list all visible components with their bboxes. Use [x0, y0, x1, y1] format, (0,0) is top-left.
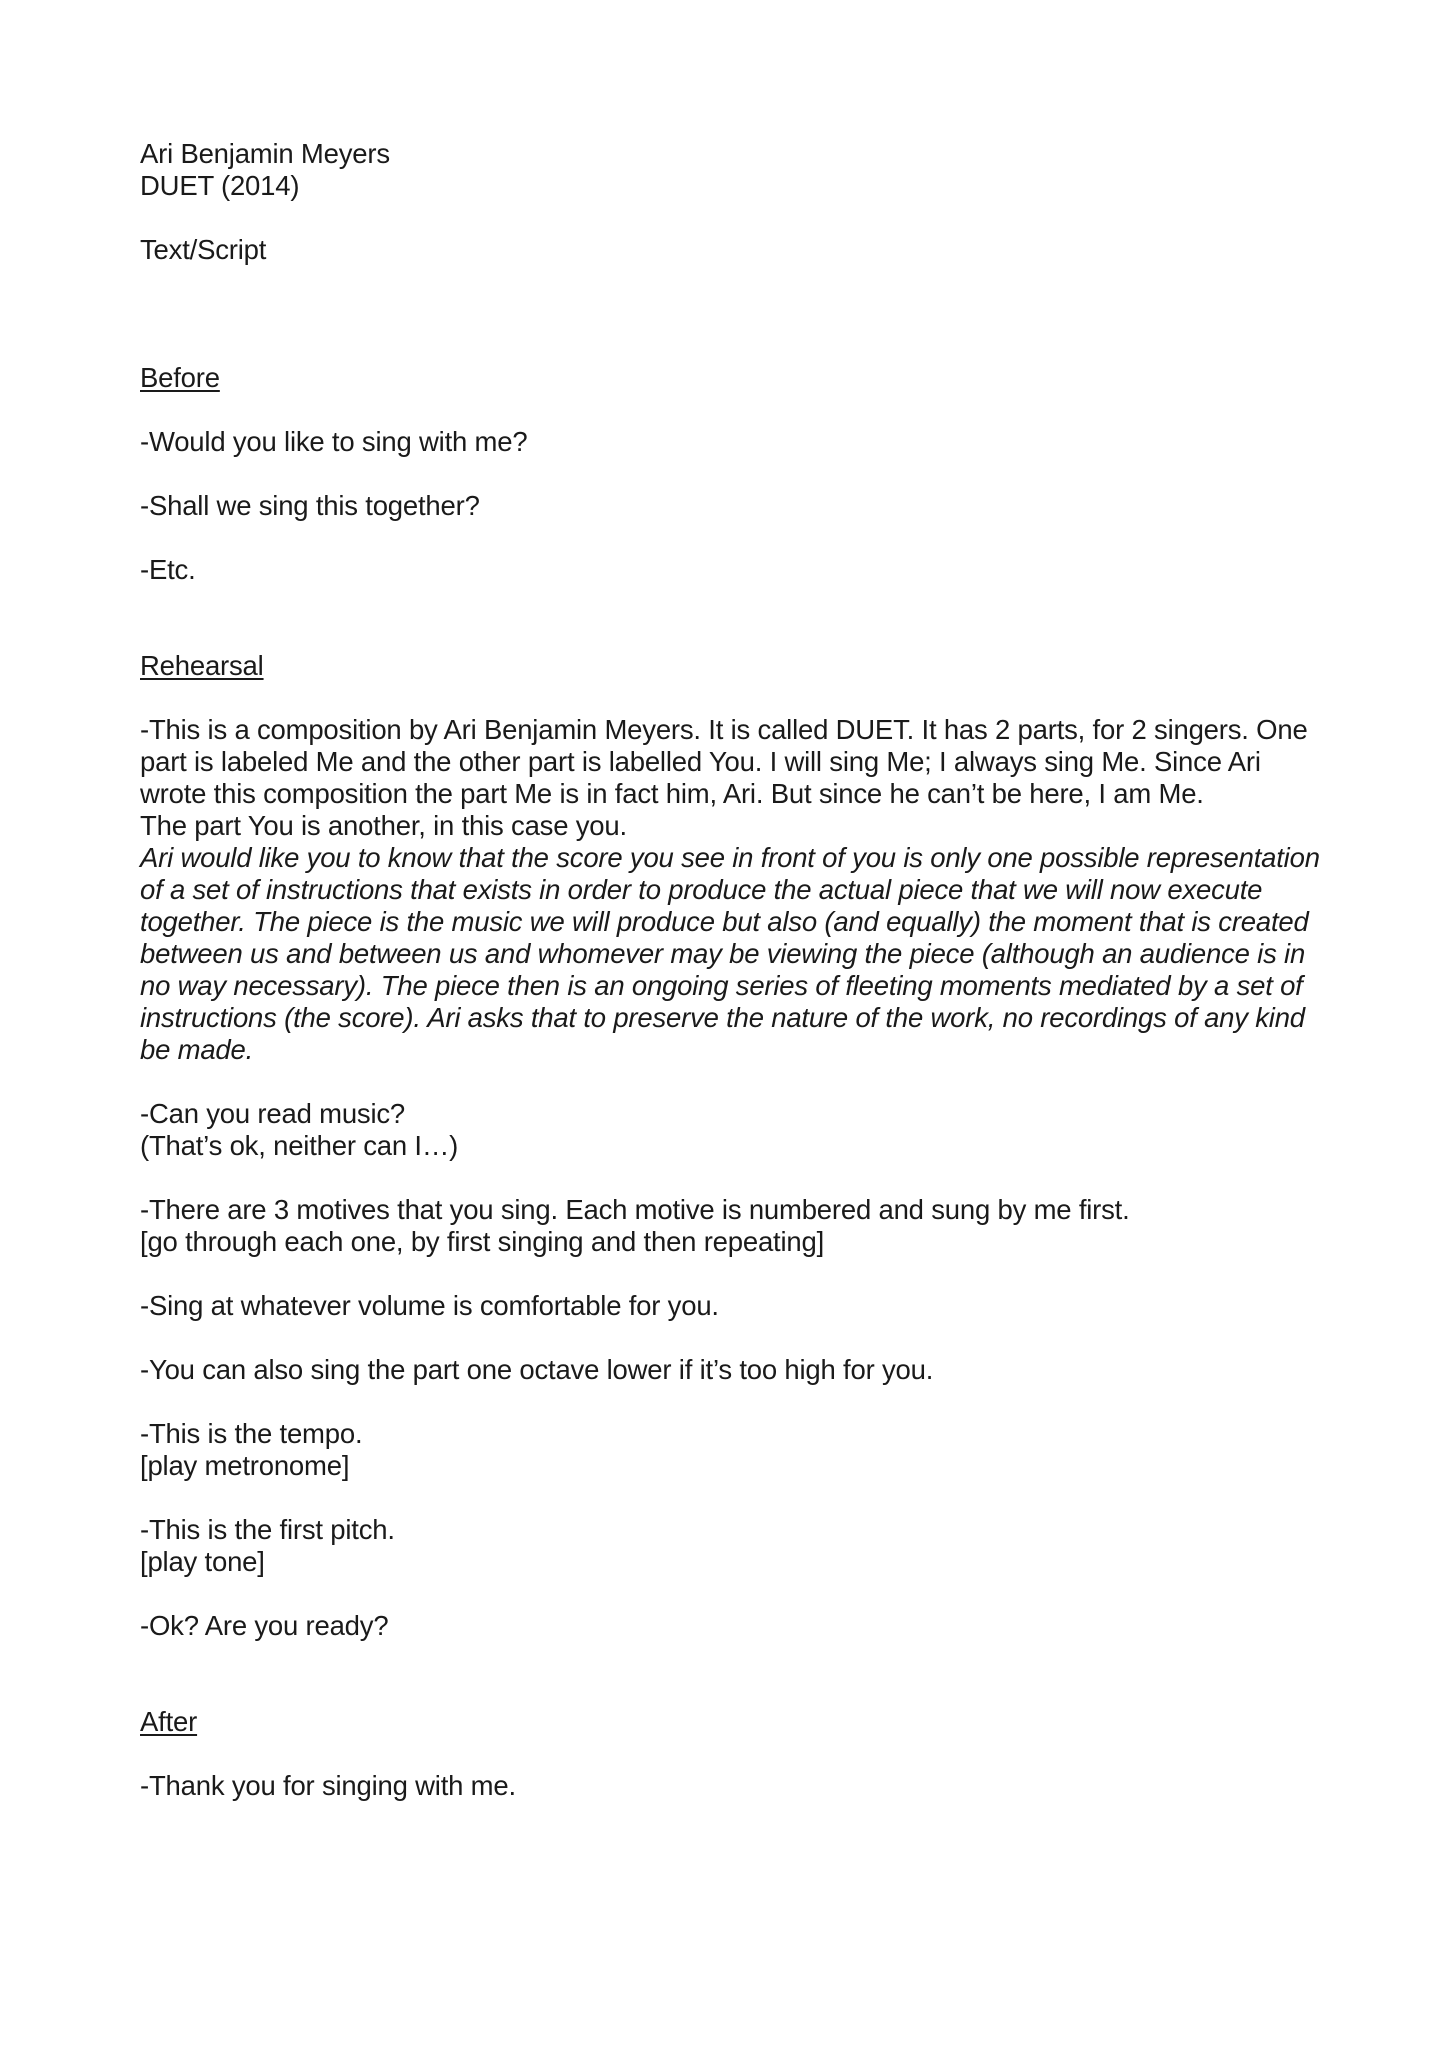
- tempo-line: -This is the tempo.: [140, 1418, 363, 1449]
- document-subtitle: Text/Script: [140, 234, 267, 265]
- rehearsal-italic-line: no way necessary). The piece then is an ongoing series of fleeting moments mediated by a set of: [140, 970, 1303, 1001]
- ready-line: -Ok? Are you ready?: [140, 1610, 389, 1641]
- pitch-direction: [play tone]: [140, 1546, 265, 1577]
- tempo-direction: [play metronome]: [140, 1450, 350, 1481]
- rehearsal-italic-line: together. The piece is the music we will produce but also (and equally) the moment that is created: [140, 906, 1309, 937]
- read-music-aside: (That’s ok, neither can I…): [140, 1130, 459, 1161]
- section-heading-before: Before: [140, 362, 220, 393]
- before-line: -Would you like to sing with me?: [140, 426, 528, 457]
- rehearsal-italic-line: between us and between us and whomever may be viewing the piece (although an audience is in: [140, 938, 1306, 969]
- rehearsal-italic-line: Ari would like you to know that the score you see in front of you is only one possible representation: [140, 842, 1320, 873]
- before-line: -Etc.: [140, 554, 196, 585]
- octave-line: -You can also sing the part one octave lower if it’s too high for you.: [140, 1354, 934, 1385]
- rehearsal-intro-line: wrote this composition the part Me is in fact him, Ari. But since he can’t be here, I am Me.: [140, 778, 1204, 809]
- before-line: -Shall we sing this together?: [140, 490, 480, 521]
- volume-line: -Sing at whatever volume is comfortable for you.: [140, 1290, 719, 1321]
- rehearsal-italic-line: of a set of instructions that exists in order to produce the actual piece that we will now execute: [140, 874, 1263, 905]
- rehearsal-italic-line: be made.: [140, 1034, 254, 1065]
- rehearsal-italic-line: instructions (the score). Ari asks that to preserve the nature of the work, no recordings of any kind: [140, 1002, 1305, 1033]
- document-page: [140, 138, 1340, 1802]
- motives-line: -There are 3 motives that you sing. Each motive is numbered and sung by me first.: [140, 1194, 1130, 1225]
- motives-direction: [go through each one, by first singing and then repeating]: [140, 1226, 825, 1257]
- section-heading-after: After: [140, 1706, 198, 1737]
- rehearsal-intro-line: -This is a composition by Ari Benjamin Meyers. It is called DUET. It has 2 parts, for 2 singers. One: [140, 714, 1308, 745]
- after-line: -Thank you for singing with me.: [140, 1770, 516, 1801]
- work-title: DUET (2014): [140, 170, 300, 201]
- author-name: Ari Benjamin Meyers: [140, 138, 390, 169]
- read-music-question: -Can you read music?: [140, 1098, 406, 1129]
- pitch-line: -This is the first pitch.: [140, 1514, 395, 1545]
- rehearsal-intro-line: part is labeled Me and the other part is labelled You. I will sing Me; I always sing Me. Since Ari: [140, 746, 1261, 777]
- rehearsal-intro-line: The part You is another, in this case you.: [140, 810, 627, 841]
- section-heading-rehearsal: Rehearsal: [140, 650, 264, 681]
